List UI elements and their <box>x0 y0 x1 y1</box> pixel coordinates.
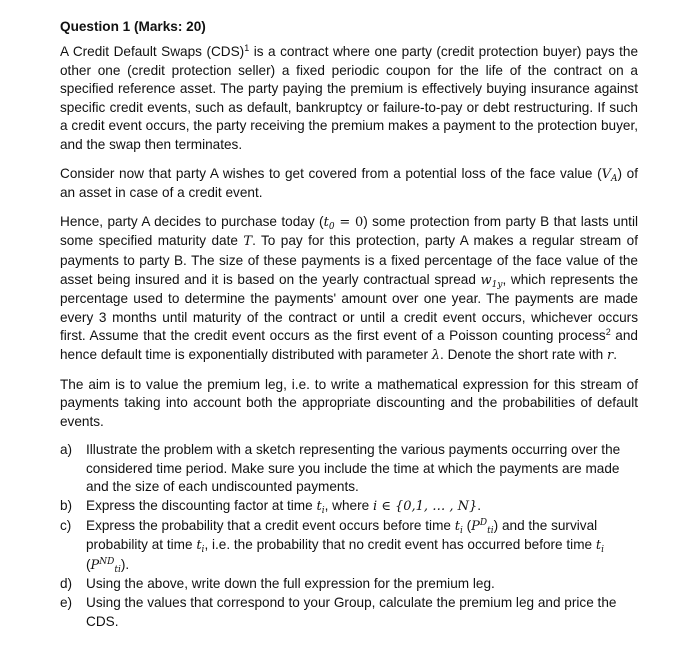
footnote-marker-2: 2 <box>605 327 611 338</box>
aim-paragraph: The aim is to value the premium leg, i.e. to write a mathematical expression for this stream of payments taking into account both the appropriate discounting and the probabilities of default events. <box>60 376 638 429</box>
task-c-ti-symbol-3: $t_i$ <box>595 538 604 556</box>
task-c-ti-symbol-2: $t_i$ <box>196 538 205 556</box>
task-a-text: Illustrate the problem with a sketch representing the various payments occurring over the considered time period. Make sure you include the time at which the payments are made and the size of each undiscounted payments. <box>86 442 621 495</box>
task-c-text-6: ). <box>120 556 130 572</box>
t0-symbol: $t_0$ <box>323 214 335 232</box>
task-b-text-3: . <box>477 498 482 514</box>
survival-probability-symbol: $P^{ND}_{ti}$ <box>90 556 121 575</box>
task-c-marker: c) <box>60 517 72 533</box>
lambda-symbol: λ <box>431 347 441 363</box>
t0-equals: = 0 <box>334 214 364 230</box>
intro-paragraph <box>60 43 638 155</box>
task-c <box>60 517 638 576</box>
task-c-text-4: , i.e. the probability that no credit event has occurred before time <box>204 537 596 553</box>
task-c-text-3: ) and the survival probability at time <box>86 517 598 553</box>
hence-text-7: . <box>613 346 618 362</box>
consider-paragraph <box>60 165 638 203</box>
task-c-text-2: ( <box>462 517 472 533</box>
task-d <box>60 575 638 594</box>
footnote-marker-1: 1 <box>244 43 250 53</box>
question-title: Question 1 (Marks: 20) <box>60 19 206 34</box>
task-b-ti-symbol: $t_i$ <box>316 499 325 517</box>
hence-text-2: ) some protection from party B that lasts until some specified maturity date <box>60 213 638 249</box>
task-b <box>60 497 638 517</box>
hence-text-1: Hence, party A decides to purchase today ( <box>60 213 324 229</box>
task-list <box>60 441 638 631</box>
short-rate-symbol: r <box>607 347 614 363</box>
spread-symbol: $w_{1y}$ <box>480 272 503 290</box>
task-e-text: Using the values that correspond to your Group, calculate the premium leg and price the CDS. <box>86 595 617 629</box>
task-e-marker: e) <box>60 595 73 611</box>
face-value-symbol: $V_A$ <box>601 166 618 184</box>
task-e <box>60 594 638 631</box>
task-a <box>60 441 638 497</box>
hence-text-6: . Denote the short rate with <box>440 346 608 362</box>
task-b-text-1: Express the discounting factor at time <box>86 498 317 514</box>
hence-text-5: and hence default time is exponentially distributed with parameter <box>60 328 638 362</box>
task-c-ti-symbol-1: $t_i$ <box>454 518 463 536</box>
intro-text-start: A Credit Default Swaps (CDS) <box>60 44 245 59</box>
intro-text-rest: is a contract where one party (credit protection buyer) pays the other one (credit protection seller) a fixed periodic coupon for the life of the contract on a specified reference asset. The party paying the premium is effectively buying insurance against specific credit events, such as default, bankruptcy or failure-to-pay or debt restructuring. If such a credit event occurs, the party receiving the premium makes a payment to the protection buyer, and the swap then terminates. <box>60 44 639 152</box>
task-b-marker: b) <box>60 498 73 514</box>
task-a-marker: a) <box>60 442 73 458</box>
task-c-text-1: Express the probability that a credit event occurs before time <box>86 517 455 533</box>
hence-text-4: , which represents the percentage used to determine the payments' amount over one year. The payments are made every 3 months until maturity of the contract or until a credit event occurs, whichever occurs first. Assume that the credit event occurs as the first event of a Poisson counting process <box>60 271 638 344</box>
default-probability-symbol: $P^D_{ti}$ <box>471 517 494 536</box>
consider-text-end: ) of an asset in case of a credit event. <box>60 165 639 201</box>
hence-text-3: . To pay for this protection, party A makes a regular stream of payments to party B. The size of these payments is a fixed percentage of the face value of the asset being insured and it is based on the yearly contractual spread <box>60 233 638 287</box>
task-c-text-5: ( <box>86 556 91 572</box>
consider-text-start: Consider now that party A wishes to get covered from a potential loss of the face value ( <box>60 165 602 181</box>
maturity-symbol: T <box>243 234 253 250</box>
hence-paragraph <box>60 213 638 366</box>
task-b-index-set: i ∈ {0,1, … , N} <box>372 499 478 515</box>
task-d-marker: d) <box>60 576 73 592</box>
task-d-text: Using the above, write down the full expression for the premium leg. <box>86 576 495 592</box>
task-b-text-2: , where <box>324 498 373 514</box>
